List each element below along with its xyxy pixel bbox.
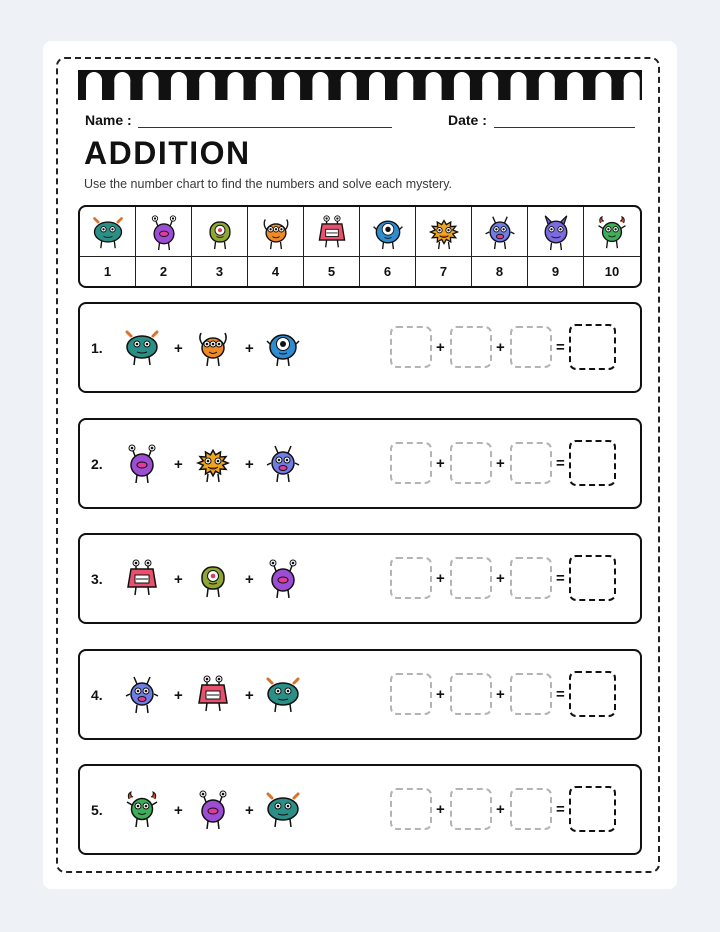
chart-number: 7 (439, 264, 448, 279)
addition-problem (78, 764, 642, 855)
chart-number-cell (136, 257, 192, 286)
chart-number: 8 (495, 264, 504, 279)
chart-monster-cell (472, 207, 528, 257)
addend-answer-box[interactable] (390, 442, 432, 484)
addition-problem (78, 649, 642, 740)
chart-number-cell (416, 257, 472, 286)
addend-answer-box[interactable] (450, 442, 492, 484)
green-flame-monster-icon (122, 789, 162, 829)
addend-answer-box[interactable] (510, 557, 552, 599)
addend-answer-box[interactable] (510, 673, 552, 715)
teal-crab-monster-icon (263, 674, 303, 714)
worksheet-title: ADDITION (84, 135, 251, 171)
violet-horned-monster-icon (538, 214, 574, 250)
chart-number-cell (192, 257, 248, 286)
plus-sign: + (174, 340, 183, 357)
chart-number-cell (80, 257, 136, 286)
chart-monster-cell (192, 207, 248, 257)
problem-number: 1. (91, 340, 103, 356)
addition-problem (78, 418, 642, 509)
plus-sign: + (496, 801, 505, 818)
chart-monster-cell (80, 207, 136, 257)
addend-answer-box[interactable] (450, 788, 492, 830)
addend-answer-box[interactable] (450, 673, 492, 715)
orange-three-eyed-monster-icon (193, 327, 233, 367)
chart-number-cell (304, 257, 360, 286)
olive-cyclops-monster-icon (202, 214, 238, 250)
teal-crab-monster-icon (122, 327, 162, 367)
addend-answer-box[interactable] (510, 326, 552, 368)
chart-number-cell (528, 257, 584, 286)
equals-sign: = (556, 570, 565, 587)
plus-sign: + (174, 455, 183, 473)
chart-monster-cell (248, 207, 304, 257)
chart-monster-cell (136, 207, 192, 257)
problem-number: 4. (91, 686, 103, 703)
chart-monster-cell (528, 207, 584, 257)
plus-sign: + (174, 571, 183, 588)
sum-answer-box[interactable] (569, 555, 616, 601)
chart-monster-cell (360, 207, 416, 257)
number-chart (78, 205, 642, 288)
blue-cyclops-monster-icon (370, 214, 406, 250)
chart-number-cell (584, 257, 640, 286)
addend-answer-box[interactable] (390, 326, 432, 368)
orange-three-eyed-monster-icon (258, 214, 294, 250)
problem-number: 2. (91, 455, 103, 472)
pink-box-monster-icon (314, 214, 350, 250)
problem-number: 5. (91, 802, 103, 818)
addend-answer-box[interactable] (450, 326, 492, 368)
chart-number: 3 (215, 264, 224, 279)
plus-sign: + (245, 455, 254, 473)
addend-answer-box[interactable] (390, 673, 432, 715)
plus-sign: + (496, 685, 505, 703)
chart-monster-cell (304, 207, 360, 257)
chart-number: 1 (103, 264, 112, 279)
plus-sign: + (496, 339, 505, 356)
periwinkle-antenna-monster-icon (263, 443, 303, 483)
chart-number: 4 (271, 264, 280, 279)
chart-number: 9 (551, 264, 560, 279)
yellow-spiky-monster-icon (193, 443, 233, 483)
name-label: Name : (85, 112, 132, 128)
date-field[interactable] (494, 127, 635, 128)
chart-number: 2 (159, 264, 168, 279)
chart-number: 6 (383, 264, 392, 279)
plus-sign: + (436, 570, 445, 587)
addend-answer-box[interactable] (390, 788, 432, 830)
yellow-spiky-monster-icon (426, 214, 462, 250)
equals-sign: = (556, 339, 565, 356)
chart-monster-cell (584, 207, 640, 257)
addend-answer-box[interactable] (510, 788, 552, 830)
sum-answer-box[interactable] (569, 324, 616, 370)
scalloped-header-band (78, 70, 642, 100)
equals-sign: = (556, 801, 565, 818)
problem-number: 3. (91, 571, 103, 587)
equals-sign: = (556, 454, 565, 472)
plus-sign: + (174, 802, 183, 819)
purple-eyestalk-monster-icon (263, 558, 303, 598)
purple-eyestalk-monster-icon (146, 214, 182, 250)
teal-crab-monster-icon (263, 789, 303, 829)
addend-answer-box[interactable] (390, 557, 432, 599)
plus-sign: + (436, 454, 445, 472)
addend-answer-box[interactable] (510, 442, 552, 484)
green-flame-monster-icon (594, 214, 630, 250)
sum-answer-box[interactable] (569, 671, 616, 717)
sum-answer-box[interactable] (569, 440, 616, 486)
plus-sign: + (436, 801, 445, 818)
plus-sign: + (245, 802, 254, 819)
addition-problem (78, 302, 642, 393)
date-label: Date : (448, 112, 487, 128)
plus-sign: + (245, 686, 254, 704)
chart-monster-cell (416, 207, 472, 257)
plus-sign: + (496, 454, 505, 472)
olive-cyclops-monster-icon (193, 558, 233, 598)
chart-number-cell (360, 257, 416, 286)
pink-box-monster-icon (122, 558, 162, 598)
chart-number: 5 (327, 264, 336, 279)
blue-cyclops-monster-icon (263, 327, 303, 367)
teal-crab-monster-icon (90, 214, 126, 250)
periwinkle-antenna-monster-icon (122, 674, 162, 714)
plus-sign: + (245, 571, 254, 588)
instructions-text: Use the number chart to find the numbers and solve each mystery. (84, 177, 453, 191)
chart-number-cell (248, 257, 304, 286)
addend-answer-box[interactable] (450, 557, 492, 599)
addition-problem (78, 533, 642, 624)
plus-sign: + (174, 686, 183, 704)
chart-number-cell (472, 257, 528, 286)
purple-eyestalk-monster-icon (193, 789, 233, 829)
plus-sign: + (436, 339, 445, 356)
name-field[interactable] (138, 127, 392, 128)
plus-sign: + (245, 340, 254, 357)
plus-sign: + (496, 570, 505, 587)
purple-eyestalk-monster-icon (122, 443, 162, 483)
chart-number: 10 (604, 264, 620, 279)
plus-sign: + (436, 685, 445, 703)
equals-sign: = (556, 685, 565, 703)
sum-answer-box[interactable] (569, 786, 616, 832)
periwinkle-antenna-monster-icon (482, 214, 518, 250)
pink-box-monster-icon (193, 674, 233, 714)
